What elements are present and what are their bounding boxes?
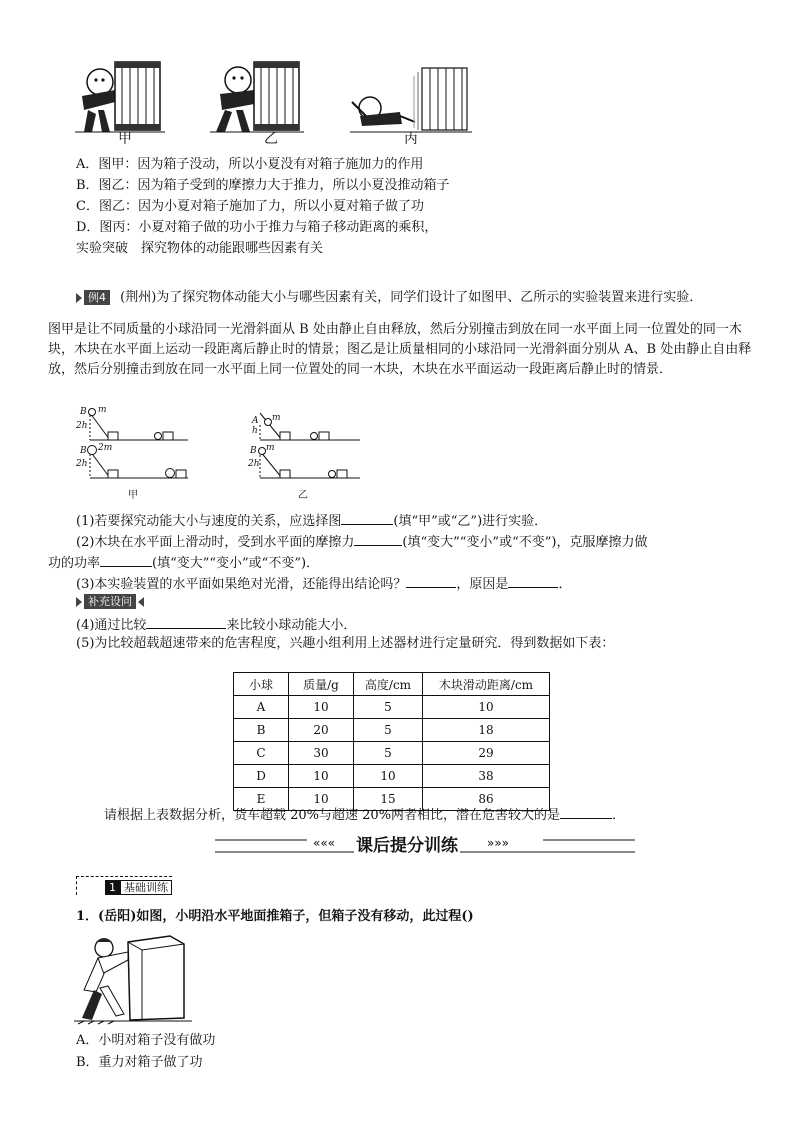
triangle-left-icon — [138, 597, 144, 607]
diag-b1: B — [80, 407, 87, 417]
option-d: D．图丙：小夏对箱子做的功小于推力与箱子移动距离的乘积， — [76, 220, 438, 235]
example-intro: (荆州)为了探究物体动能大小与哪些因素有关，同学们设计了如图甲、乙所示的实验装置来进行实验． — [120, 290, 703, 305]
table-header: 质量/g — [289, 673, 354, 696]
basic-tag-wrap — [76, 876, 172, 895]
label-bing: 丙 — [404, 131, 418, 147]
scene-jia — [75, 62, 165, 132]
option-a: A．图甲：因为箱子没动，所以小夏没有对箱子施加力的作用 — [76, 157, 424, 172]
table-header-row — [234, 673, 550, 696]
table-row: C 30 5 29 — [234, 742, 550, 765]
diag-h: h — [252, 426, 258, 436]
option-b: B．图乙：因为箱子受到的摩擦力大于推力，所以小夏没推动箱子 — [76, 178, 450, 193]
triangle-icon — [76, 293, 82, 303]
example-tag: 例4 — [84, 290, 110, 305]
analysis-blank[interactable] — [560, 804, 612, 819]
q2-blank-2[interactable] — [100, 552, 152, 567]
scene-bing — [350, 68, 472, 132]
diag-b2: B — [80, 446, 87, 456]
experiment-heading: 实验突破 探究物体的动能跟哪些因素有关 — [76, 241, 324, 256]
diag-2h-1: 2h — [76, 421, 88, 431]
q5: (5)为比较超载超速带来的危害程度，兴趣小组利用上述器材进行定量研究．得到数据如下表： — [76, 636, 615, 651]
option-c: C．图乙：因为小夏对箱子施加了力，所以小夏对箱子做了功 — [76, 199, 424, 214]
top-figure — [70, 50, 490, 150]
diag-m1: m — [98, 405, 107, 415]
diag-2h-2: 2h — [76, 459, 88, 469]
p1-stem: 1．(岳阳)如图，小明沿水平地面推箱子，但箱子没有移动，此过程() — [76, 909, 474, 924]
p1-option-b: B．重力对箱子做了功 — [76, 1055, 203, 1070]
analysis: 请根据上表数据分析，货车超载 20%与超速 20%两者相比，潜在危害较大的是 ． — [104, 804, 625, 823]
table-header: 小球 — [234, 673, 289, 696]
diag-m3: m — [266, 443, 275, 453]
label-yi: 乙 — [264, 131, 278, 147]
q1: (1)若要探究动能大小与速度的关系，应选择图 (填“甲”或“乙”)进行实验． — [76, 510, 547, 531]
table-header: 高度/cm — [354, 673, 423, 696]
diag-jia-label: 甲 — [128, 490, 138, 501]
q3-blank-1[interactable] — [406, 573, 456, 588]
experiment-diagram — [70, 405, 370, 505]
table-header: 木块滑动距离/cm — [423, 673, 550, 696]
table-row: B 20 5 18 — [234, 719, 550, 742]
svg-text:»»»: »»» — [487, 836, 510, 850]
q3-blank-2[interactable] — [508, 573, 558, 588]
p1-option-a: A．小明对箱子没有做功 — [76, 1033, 216, 1048]
diag-2m: 2m — [98, 443, 113, 453]
svg-text:«««: ««« — [313, 836, 336, 850]
basic-tag: 基础训练 — [120, 880, 172, 895]
push-box-figure — [74, 930, 194, 1026]
data-table — [233, 672, 550, 811]
diag-m2: m — [272, 413, 281, 423]
example-body: 图甲是让不同质量的小球沿同一光滑斜面从 B 处由静止自由释放，然后分别撞击到放在同一水平面上同一位置处的同一木块，木块在水平面上运动一段距离后静止时的情景；图乙是让质量相同的小球沿同一光滑斜面分别从 A、B 处由静止自由释放，然后分别撞击到放在同一水平面上同一位置处的同一木块，木块在水平面运动一段距离后静止时的情景． — [48, 322, 752, 377]
diag-yi-label: 乙 — [298, 490, 308, 501]
q2-line1: (2)木块在水平面上滑动时，受到水平面的摩擦力 (填“变大”“变小”或“不变”)，克服摩擦力做 — [76, 531, 647, 552]
diag-2h-3: 2h — [248, 459, 260, 469]
table-row: E 10 15 86 — [234, 788, 550, 811]
diag-a: A — [252, 416, 259, 426]
basic-tag-num: 1 — [105, 880, 120, 895]
supplement-tag: 补充设问 — [84, 594, 136, 609]
supplement-header — [76, 594, 144, 609]
section-title: 课后提分训练 — [354, 831, 460, 856]
q3: (3)本实验装置的水平面如果绝对光滑，还能得出结论吗？ ，原因是 ． — [76, 573, 571, 594]
q2-blank-1[interactable] — [354, 531, 402, 546]
scene-yi — [210, 62, 304, 132]
q2-line2: 功的功率 (填“变大”“变小”或“不变”)． — [48, 552, 319, 573]
table-row: D 10 10 38 — [234, 765, 550, 788]
q1-blank[interactable] — [341, 510, 393, 525]
triangle-icon — [76, 597, 82, 607]
q4-blank[interactable] — [146, 614, 226, 629]
q4: (4)通过比较 来比较小球动能大小． — [76, 614, 356, 635]
diag-b3: B — [250, 446, 257, 456]
example-header — [76, 289, 702, 307]
label-jia: 甲 — [118, 131, 132, 147]
table-row: A 10 5 10 — [234, 696, 550, 719]
